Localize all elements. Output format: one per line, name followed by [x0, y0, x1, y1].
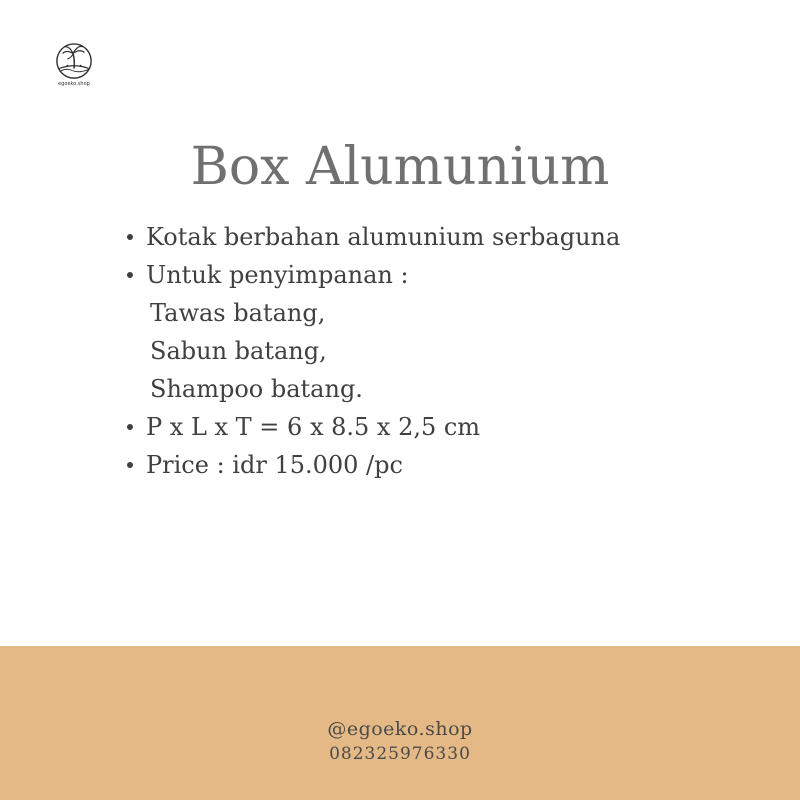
list-item [124, 408, 620, 446]
brand-logo [50, 42, 98, 94]
list-item-text: Untuk penyimpanan : [146, 261, 409, 289]
page-title: Box Alumunium [190, 136, 610, 197]
social-handle: @egoeko.shop [327, 718, 473, 740]
list-item [124, 256, 620, 408]
sub-line: Sabun batang, [150, 337, 327, 365]
bullet-icon [127, 272, 133, 278]
palm-tree-island-icon [55, 42, 93, 80]
list-item-text: P x L x T = 6 x 8.5 x 2,5 cm [146, 413, 481, 441]
feature-list [124, 218, 620, 484]
list-item-text: Kotak berbahan alumunium serbaguna [146, 223, 621, 251]
sub-line: Tawas batang, [150, 299, 326, 327]
bullet-icon [127, 234, 133, 240]
phone-number: 082325976330 [329, 744, 471, 764]
bullet-icon [127, 424, 133, 430]
sub-line: Shampoo batang. [150, 375, 363, 403]
bullet-icon [127, 462, 133, 468]
footer-band [0, 646, 800, 800]
list-item-text: Price : idr 15.000 /pc [146, 451, 403, 479]
list-item [124, 218, 620, 256]
list-item [124, 446, 620, 484]
logo-text: egoeko.shop [58, 81, 90, 87]
